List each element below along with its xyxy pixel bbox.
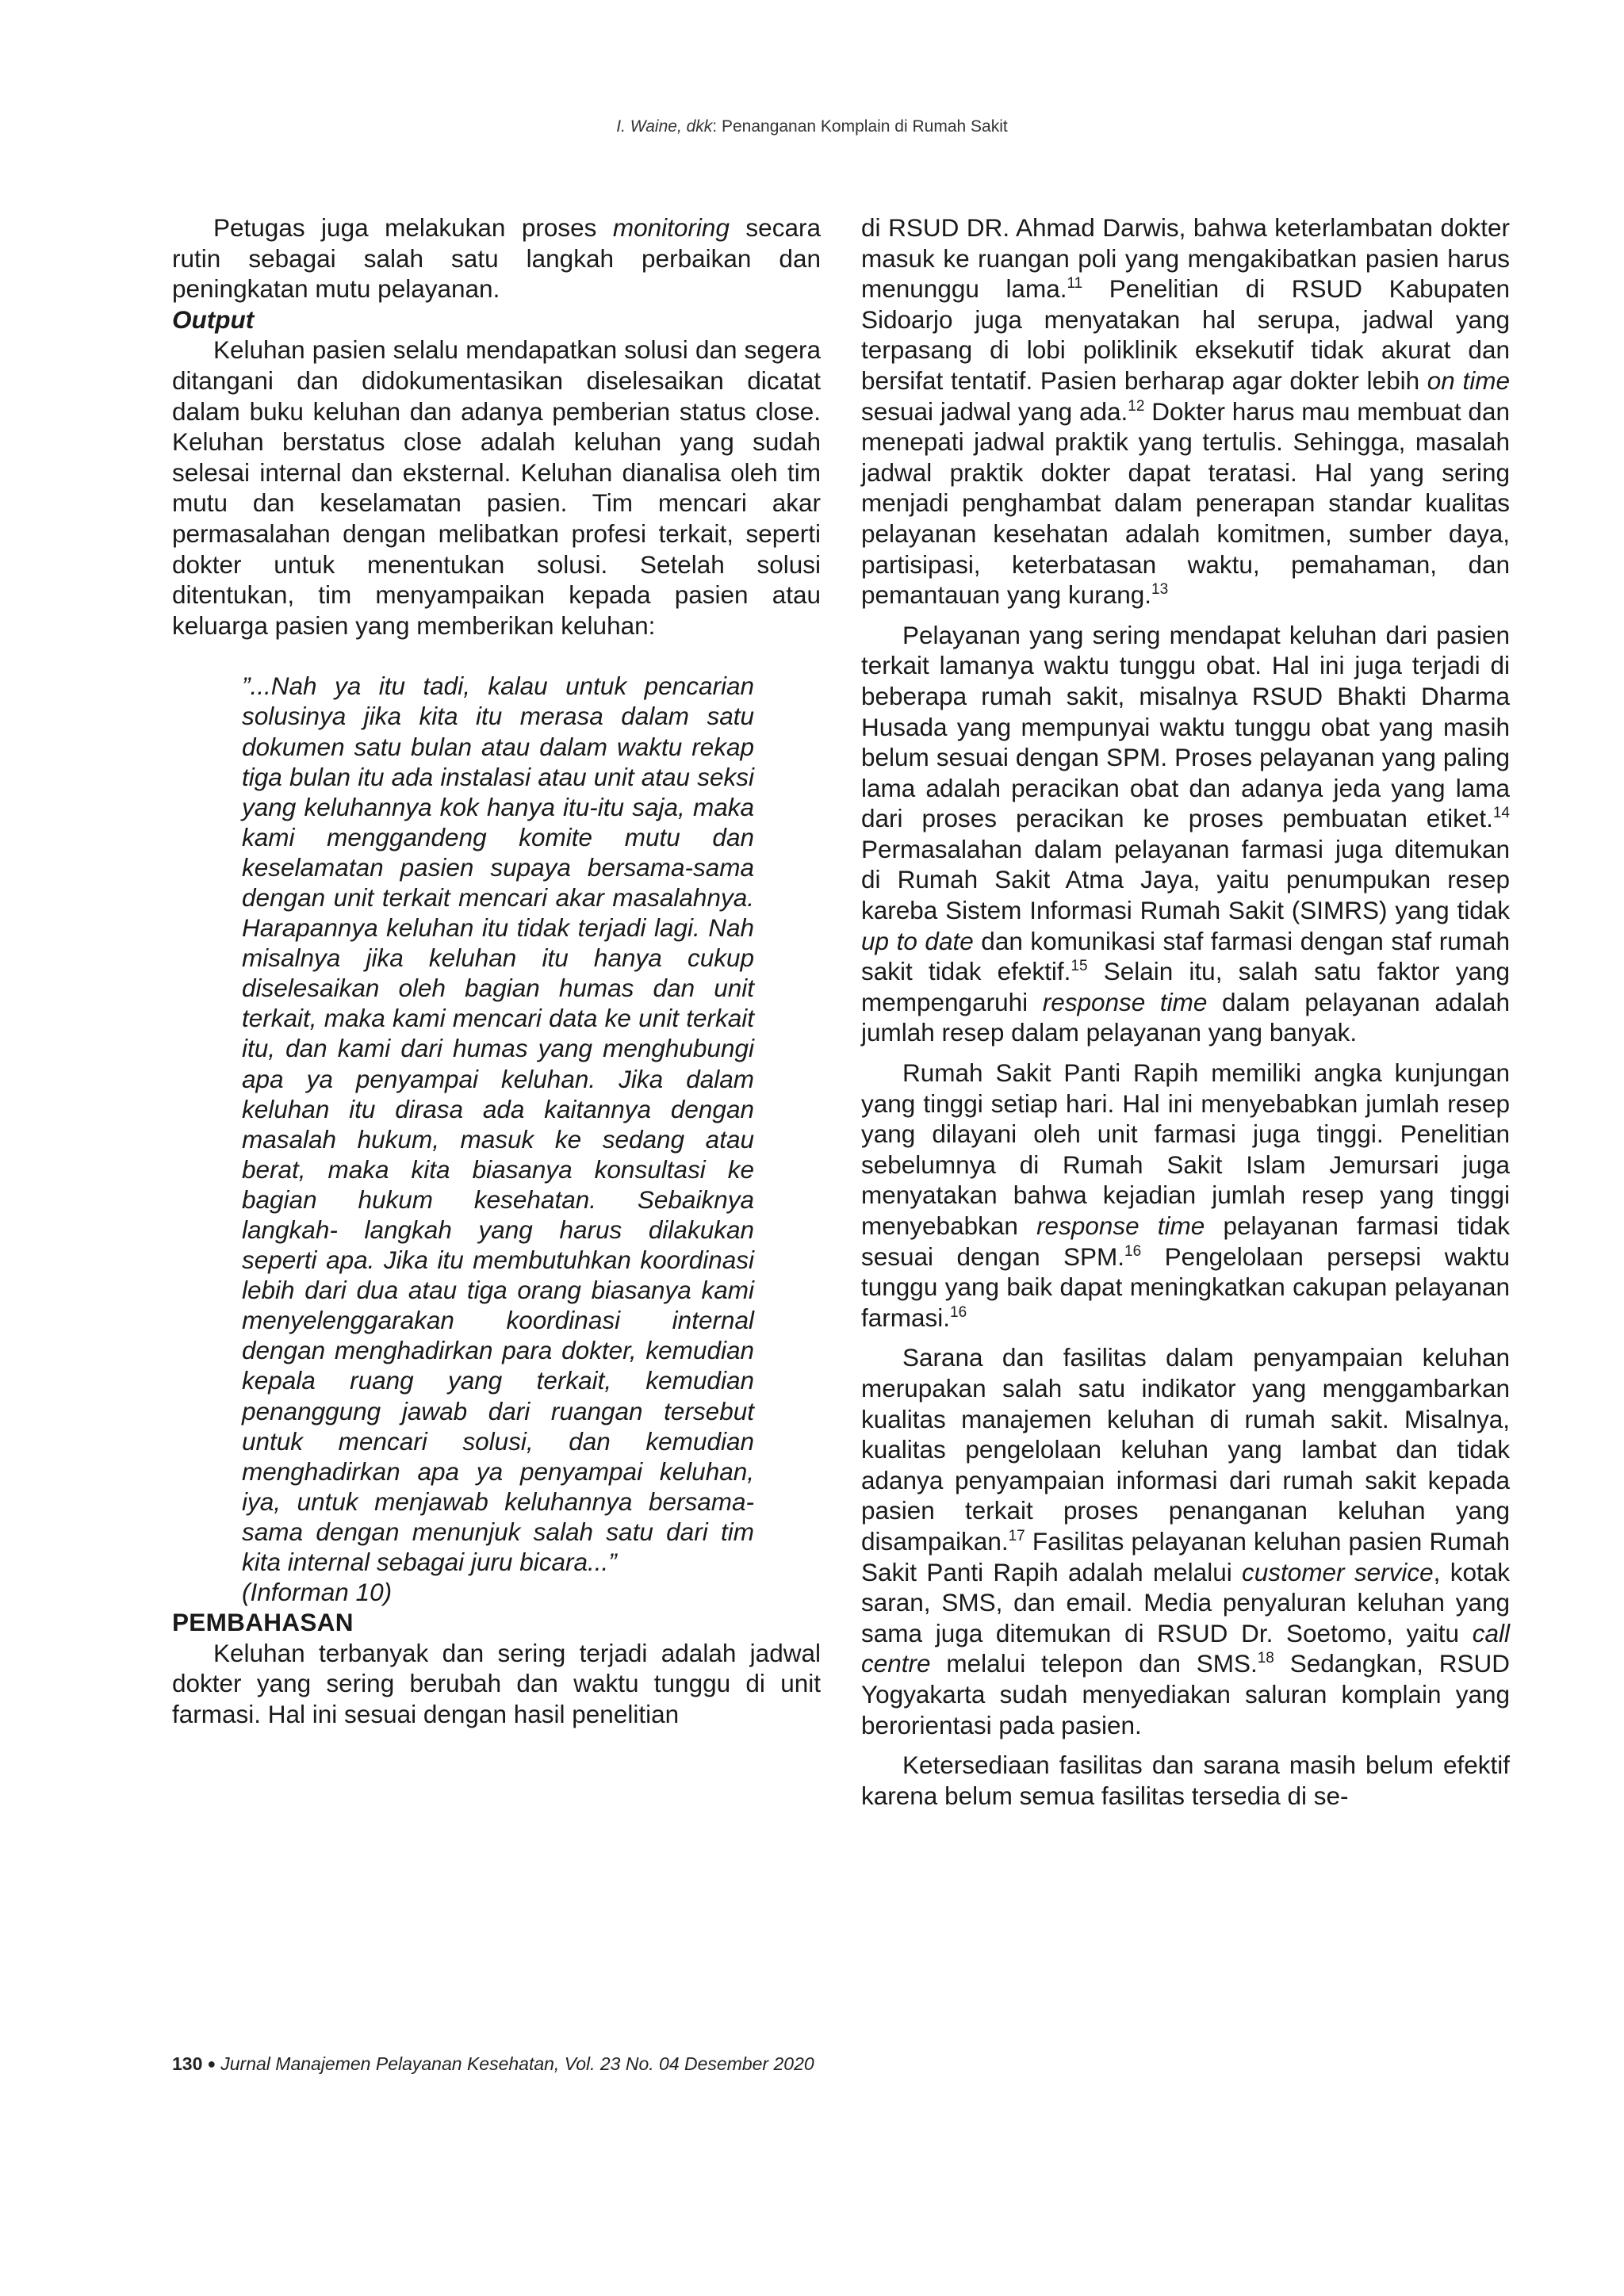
quote-text: ”...Nah ya itu tadi, kalau untuk pencarian solusinya jika kita itu merasa dalam satu dokumen satu bulan atau dalam waktu rekap tiga bulan itu ada instalasi atau unit atau seksi yang keluhannya kok hanya itu-itu saja, maka kami menggandeng komite mutu dan keselamatan pasien supaya bersama-sama dengan unit terkait mencari akar masalahnya. Harapannya keluhan itu tidak terjadi lagi. Nah misalnya jika keluhan itu hanya cukup diselesaikan oleh bagian humas dan unit terkait, maka kami mencari data ke unit terkait itu, dan kami dari humas yang menghubungi apa ya penyampai keluhan. Jika dalam keluhan itu dirasa ada kaitannya dengan masalah hukum, masuk ke sedang atau berat, maka kita biasanya konsultasi ke bagian hukum kesehatan. Sebaiknya langkah- langkah yang harus dilakukan seperti apa. Jika itu membutuhkan koordinasi lebih dari dua atau tiga orang biasanya kami menyelenggarakan koordinasi internal dengan menghadirkan para dokter, kemudian kepala ruang yang terkait, kemudian penanggung jawab dari ruangan tersebut untuk mencari solusi, dan kemudian menghadirkan apa ya penyampai keluhan, iya, untuk menjawab keluhannya bersama-sama dengan menunjuk salah satu dari tim kita internal sebagai juru bicara...” [242, 672, 754, 1577]
text-run: dan komunikasi staf farmasi dengan staf rumah sakit tidak efektif. [861, 926, 1511, 986]
emphasis-customer-service: customer service [1242, 1557, 1434, 1586]
citation-ref: 15 [1071, 958, 1088, 975]
citation-ref: 18 [1257, 1650, 1274, 1667]
right-column [861, 212, 1510, 1811]
paragraph-sarana-fasilitas [861, 1342, 1510, 1740]
paragraph-pembahasan: Keluhan terbanyak dan sering terjadi adalah jadwal dokter yang sering berubah dan waktu tunggu di unit farmasi. Hal ini sesuai dengan hasil penelitian [172, 1638, 821, 1728]
text-run: Pelayanan yang sering mendapat keluhan dari pasien terkait lamanya waktu tunggu obat. Hal ini juga terjadi di beberapa rumah sakit, misalnya RSUD Bhakti Dharma Husada yang mempunyai waktu tunggu obat yang masih belum sesuai dengan SPM. Proses pelayanan yang paling lama adalah peracikan obat dan adanya jeda yang lama dari proses peracikan ke proses pembuatan etiket. [861, 620, 1510, 833]
paragraph-monitoring [172, 212, 821, 304]
emphasis-monitoring: monitoring [612, 213, 730, 242]
paragraph-waktu-tunggu-obat [861, 620, 1510, 1048]
citation-ref: 13 [1151, 581, 1169, 599]
text-run: di RSUD DR. Ahmad Darwis, bahwa keterlambatan dokter masuk ke ruangan poli yang mengakibatkan pasien harus menunggu lama. [861, 213, 1510, 304]
citation-ref: 17 [1008, 1527, 1025, 1544]
page-footer [172, 2053, 814, 2075]
paragraph-panti-rapih [861, 1058, 1510, 1333]
text-run: Penelitian di RSUD Kabupaten Sidoarjo juga menyatakan hal serupa, jadwal yang terpasang di lobi poliklinik eksekutif tidak akurat dan bersifat tentatif. Pasien berharap agar dokter lebih [861, 274, 1510, 395]
emphasis-call-centre: call centre [861, 1618, 1510, 1678]
running-head-title: Penanganan Komplain di Rumah Sakit [721, 117, 1008, 136]
citation-ref: 11 [1067, 275, 1083, 293]
text-run: Rumah Sakit Panti Rapih memiliki angka kunjungan yang tinggi setiap hari. Hal ini menyebabkan jumlah resep yang dilayani oleh unit farmasi juga tinggi. Penelitian sebelumnya di Rumah Sakit Islam Jemursari juga menyatakan bahwa kejadian jumlah resep yang tinggi menyebabkan [861, 1058, 1510, 1240]
text-run: Pengelolaan persepsi waktu tunggu yang baik dapat meningkatkan cakupan pelayanan farmasi. [861, 1242, 1510, 1332]
running-head-authors: I. Waine, dkk [616, 117, 713, 136]
text-run: dalam pelayanan adalah jumlah resep dalam pelayanan yang banyak. [861, 987, 1510, 1047]
section-heading-pembahasan: PEMBAHASAN [172, 1608, 354, 1637]
journal-citation: Jurnal Manajemen Pelayanan Kesehatan, Vol. 23 No. 04 Desember 2020 [220, 2053, 814, 2074]
running-head-separator: : [712, 117, 722, 136]
text-run: Petugas juga melakukan proses [213, 213, 613, 242]
emphasis-response-time: response time [1042, 987, 1208, 1016]
citation-ref: 16 [950, 1303, 967, 1321]
text-run: sesuai jadwal yang ada. [861, 396, 1128, 426]
interview-quote [172, 671, 821, 1607]
left-column [172, 212, 821, 1730]
emphasis-up-to-date: up to date [861, 926, 974, 955]
emphasis-on-time: on time [1427, 365, 1510, 395]
paragraph-jadwal-dokter [861, 212, 1510, 610]
output-heading: Output [172, 304, 255, 334]
text-run: melalui telepon dan SMS. [930, 1649, 1258, 1678]
text-run: Dokter harus mau membuat dan menepati jadwal praktik yang tertulis. Sehingga, masalah jadwal praktik dokter dapat teratasi. Hal yang sering menjadi penghambat dalam penerapan standar kualitas pelayanan kesehatan adalah komitmen, sumber daya, partisipasi, keterbatasan waktu, pemahaman, dan pemantauan yang kurang. [861, 396, 1510, 610]
citation-ref: 14 [1492, 805, 1510, 822]
text-run: secara rutin sebagai salah satu langkah perbaikan dan peningkatan mutu pelayanan. [172, 213, 821, 304]
informant-label: (Informan 10) [242, 1578, 393, 1607]
text-run: Sedangkan, RSUD Yogyakarta sudah menyediakan saluran komplain yang berorientasi pada pasien. [861, 1649, 1511, 1739]
citation-ref: 16 [1124, 1242, 1142, 1260]
text-run: Sarana dan fasilitas dalam penyampaian keluhan merupakan salah satu indikator yang menggambarkan kualitas manajemen keluhan di rumah sakit. Misalnya, kualitas pengelolaan keluhan yang lambat dan tidak adanya penyampaian informasi dari rumah sakit kepada pasien terkait proses penanganan keluhan yang disampaikan. [861, 1343, 1510, 1556]
emphasis-response-time: response time [1036, 1211, 1205, 1240]
text-run: Selain itu, salah satu faktor yang mempengaruhi [861, 957, 1511, 1016]
text-run: , kotak saran, SMS, dan email. Media penyaluran keluhan yang sama juga ditemukan di RSUD Dr. Soetomo, yaitu [861, 1557, 1510, 1647]
page-number: 130 [172, 2053, 203, 2074]
text-run: Fasilitas pelayanan keluhan pasien Rumah Sakit Panti Rapih adalah melalui [861, 1526, 1510, 1586]
text-run: Permasalahan dalam pelayanan farmasi juga ditemukan di Rumah Sakit Atma Jaya, yaitu penumpukan resep kareba Sistem Informasi Rumah Sakit (SIMRS) yang tidak [861, 834, 1510, 925]
citation-ref: 12 [1128, 397, 1145, 415]
paragraph-output: Keluhan pasien selalu mendapatkan solusi dan segera ditangani dan didokumentasikan diselesaikan dicatat dalam buku keluhan dan adanya pemberian status close. Keluhan berstatus close adalah keluhan yang sudah selesai internal dan eksternal. Keluhan dianalisa oleh tim mutu dan keselamatan pasien. Tim mencari akar permasalahan dengan melibatkan profesi terkait, seperti dokter untuk menentukan solusi. Setelah solusi ditentukan, tim menyampaikan kepada pasien atau keluarga pasien yang memberikan keluhan: [172, 335, 821, 640]
text-run: pelayanan farmasi tidak sesuai dengan SPM. [861, 1211, 1510, 1271]
bullet-icon: ● [207, 2056, 216, 2072]
paragraph-ketersediaan: Ketersediaan fasilitas dan sarana masih belum efektif karena belum semua fasilitas tersedia di se- [861, 1751, 1510, 1810]
running-head [0, 117, 1624, 136]
